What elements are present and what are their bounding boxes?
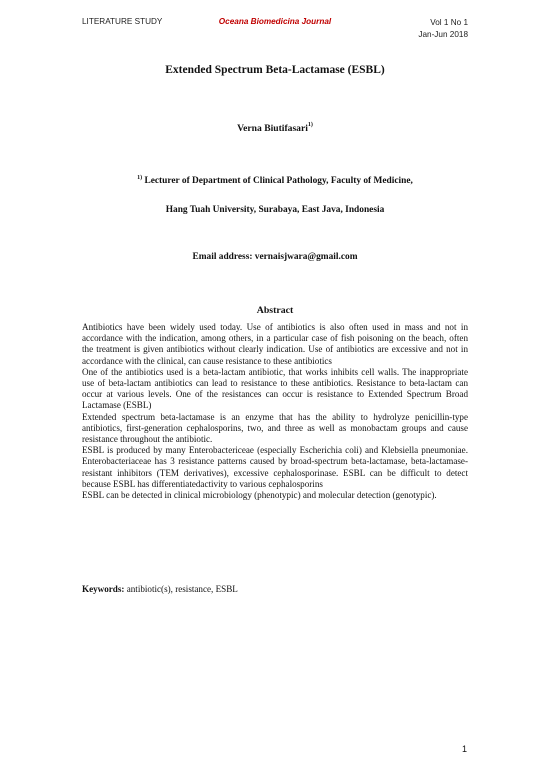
keywords-label: Keywords:	[82, 584, 125, 594]
header-issue-info	[418, 17, 468, 41]
abstract-body	[82, 322, 468, 501]
header-section-label: LITERATURE STUDY	[82, 17, 163, 26]
page-number: 1	[461, 744, 467, 754]
author-name: Verna Biutifasari	[237, 123, 308, 134]
abstract-paragraph: One of the antibiotics used is a beta-lactam antibiotic, that works inhibits cell walls. The inappropriate use of beta-lactam antibiotics can lead to resistance to these antibiotics. Resistance to beta-lactam can occur at various levels. One of the resistances can occur is resistance to Extended Spectrum Broad Lactamase (ESBL)	[82, 366, 468, 411]
header-date: Jan-Jun 2018	[418, 30, 468, 39]
abstract-heading: Abstract	[256, 305, 294, 316]
keywords-text: antibiotic(s), resistance, ESBL	[124, 584, 238, 594]
affiliation-text-1: Lecturer of Department of Clinical Pathology, Faculty of Medicine,	[144, 176, 413, 186]
affiliation-line-1	[0, 176, 550, 186]
author-superscript: 1)	[307, 122, 313, 128]
header-volume: Vol 1 No 1	[430, 18, 468, 27]
affiliation-line-2: Hang Tuah University, Surabaya, East Java, Indonesia	[165, 205, 385, 215]
paper-title: Extended Spectrum Beta-Lactamase (ESBL)	[165, 64, 385, 76]
abstract-paragraph: ESBL is produced by many Enterobactericeae (especially Escherichia coli) and Klebsiella pneumoniae. Enterobacteriaceae has 3 resistance patterns caused by broad-spectrum beta-lactamase, beta-lactamase-resistant inhibitors (TEM derivatives), excessive cephalosporinase. ESBL can be difficult to detect because ESBL has differentiatedactivity to various cephalosporins	[82, 445, 468, 489]
affiliation-superscript: 1)	[137, 175, 143, 181]
abstract-paragraph: ESBL can be detected in clinical microbiology (phenotypic) and molecular detection (genotypic).	[82, 490, 437, 501]
running-header	[82, 17, 468, 47]
keywords-line	[82, 584, 468, 594]
email-address: Email address: vernaisjwara@gmail.com	[192, 252, 358, 262]
header-journal-name: Oceana Biomedicina Journal	[218, 17, 332, 26]
abstract-paragraph: Antibiotics have been widely used today. Use of antibiotics is also often used in mass and not in accordance with the indication, among others, in a particular case of fish poisoning on the beach, often the treatment is given antibiotics without clearly indication. Use of antibiotics are excessive and not in accordance with the clinical, can cause resistance to these antibiotics	[82, 322, 468, 366]
abstract-paragraph: Extended spectrum beta-lactamase is an enzyme that has the ability to hydrolyze penicillin-type antibiotics, first-generation cephalosporins, two, and three as well as monobactam groups and cause resistance throughout the antibiotic.	[82, 411, 468, 445]
author-line	[0, 123, 550, 134]
